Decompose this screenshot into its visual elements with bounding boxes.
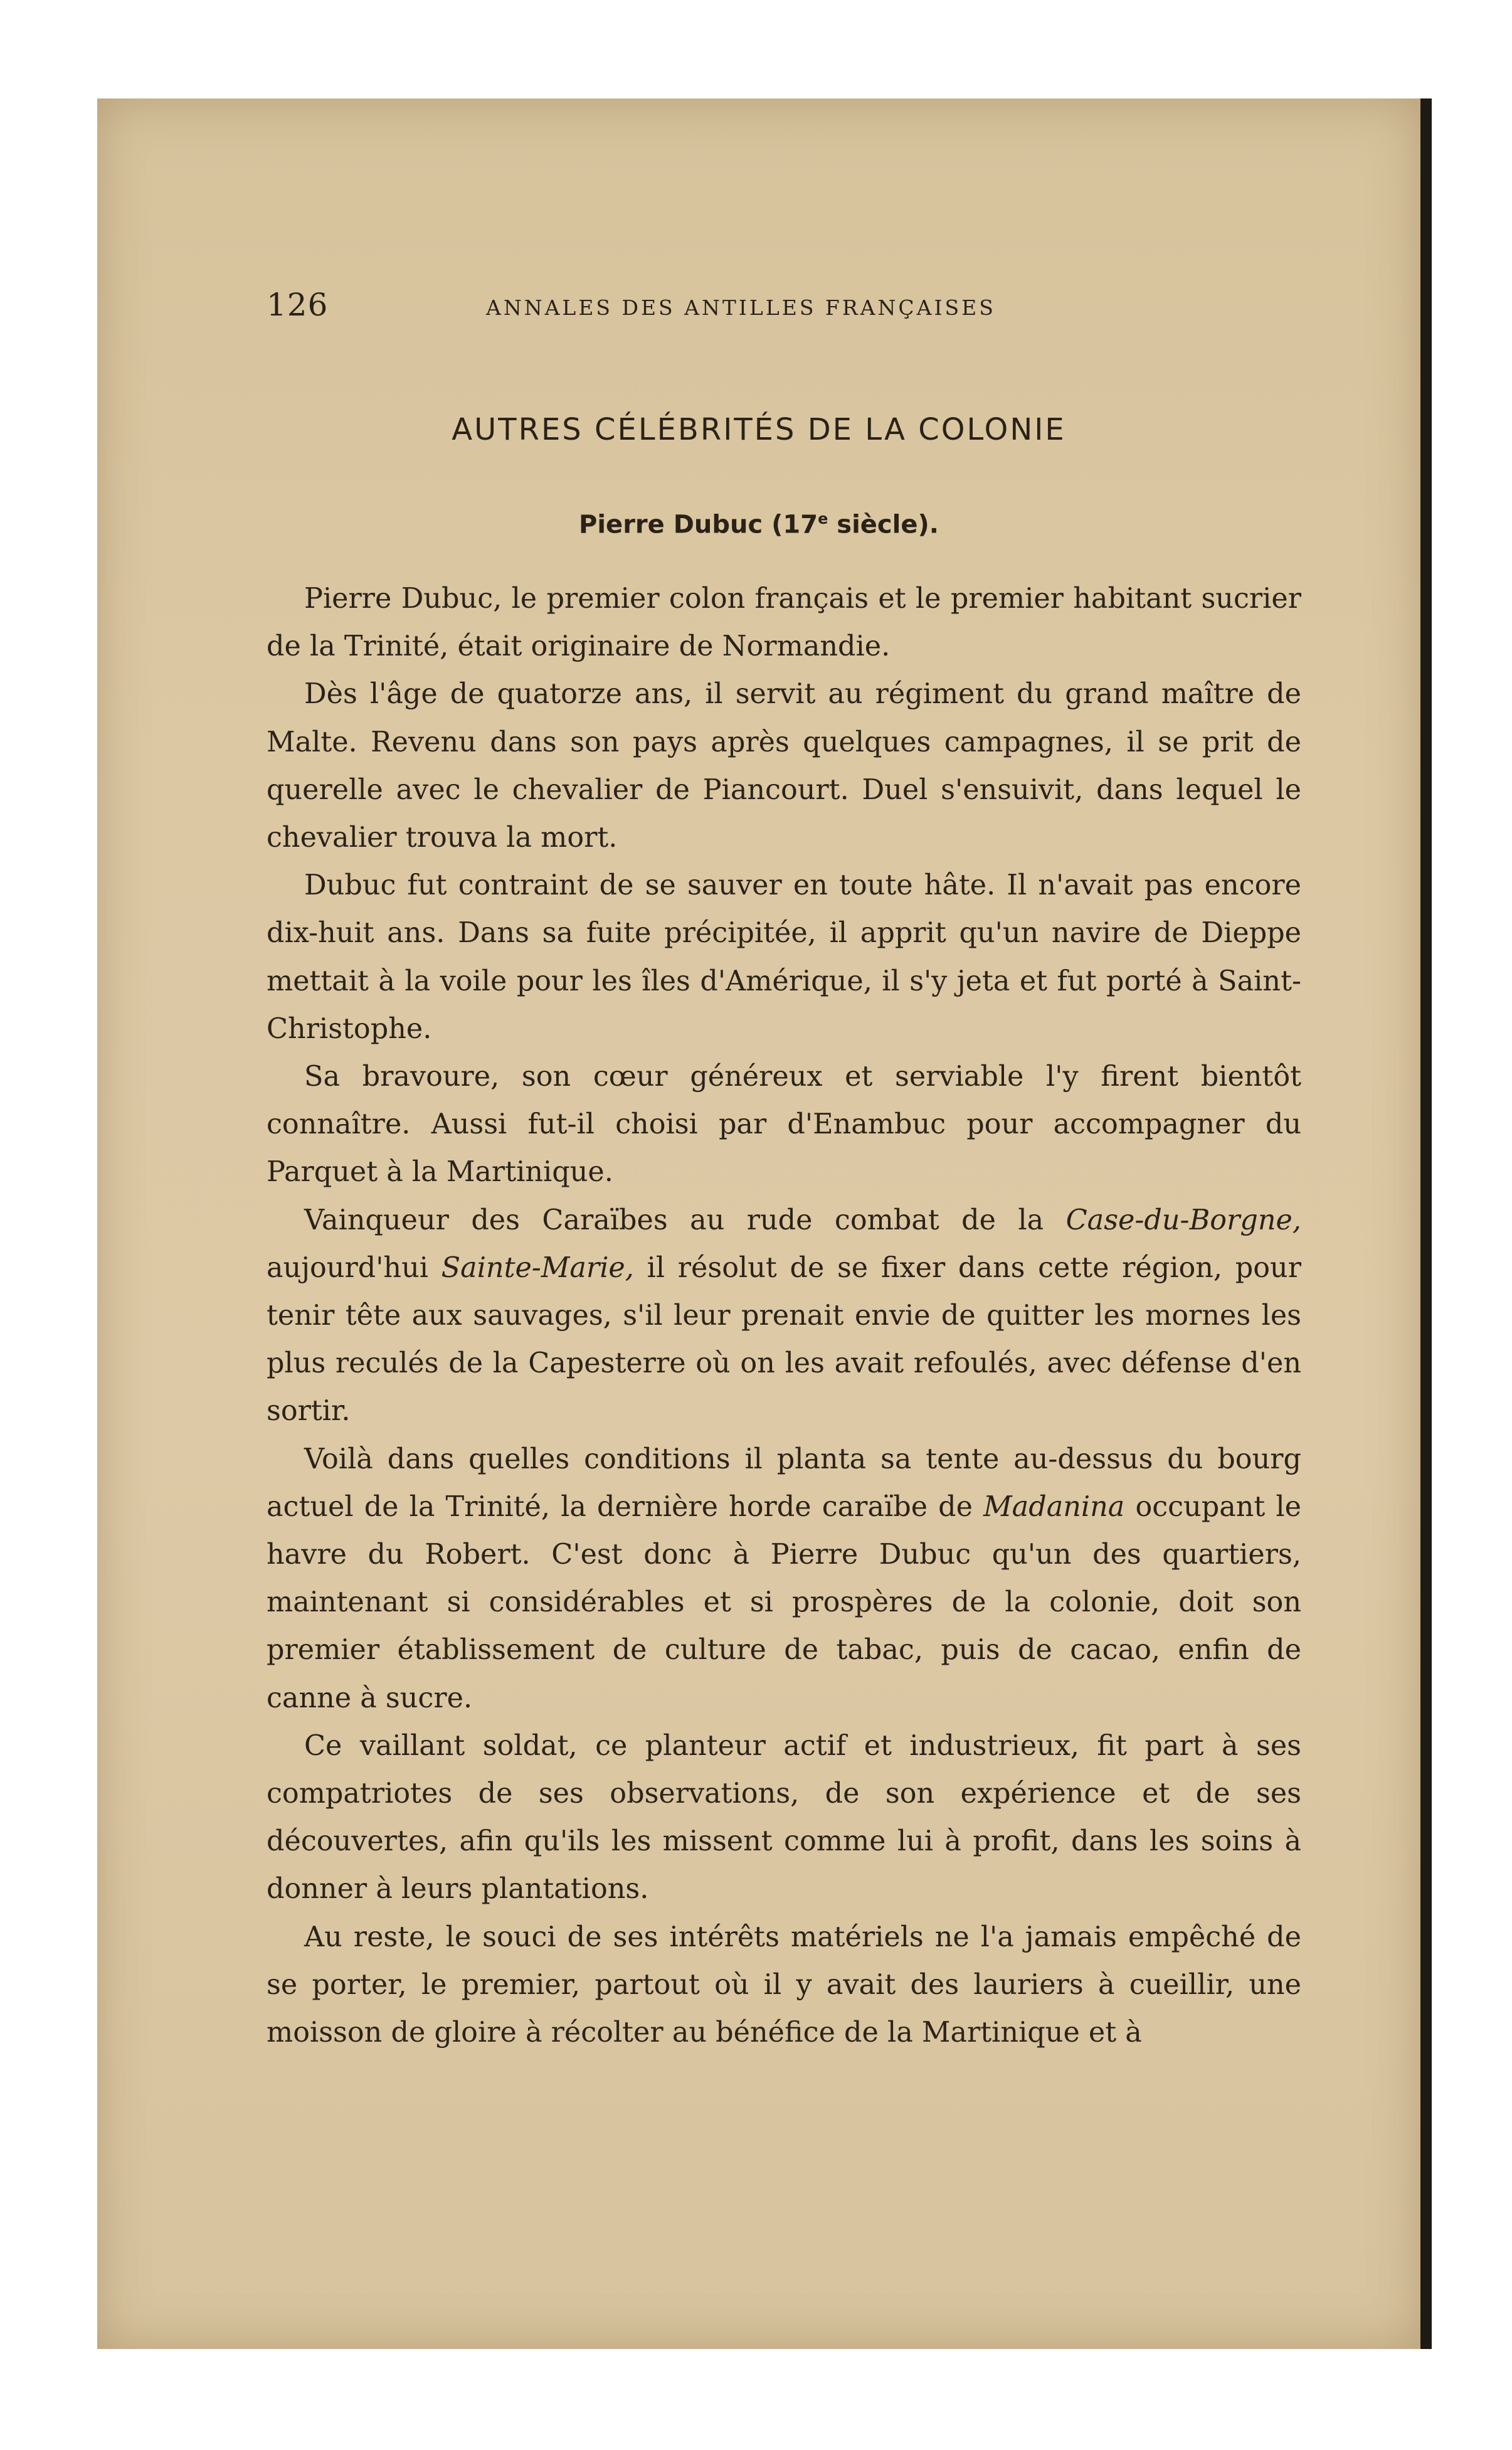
place-name: Madanina — [983, 1490, 1125, 1523]
page-number: 126 — [267, 287, 329, 323]
paragraph: Dès l'âge de quatorze ans, il servit au régiment du grand maître de Malte. Revenu dans son pays après quelques campagnes, il se prit de querelle avec le chevalier de Piancourt. Duel s'ensuivit, dans lequel le chevalier trouva la mort. — [267, 678, 1301, 854]
place-name: Case-du-Borgne, — [1065, 1204, 1301, 1236]
paragraph — [267, 1436, 1301, 1722]
subtitle-text: Pierre Dubuc (17 — [579, 510, 818, 539]
paragraph-text: aujourd'hui — [267, 1251, 441, 1284]
paragraph: Sa bravoure, son cœur généreux et serviable l'y firent bientôt connaître. Aussi fut-il choisi par d'Enambuc pour accompagner du Parquet à la Martinique. — [267, 1061, 1301, 1189]
paragraph: Ce vaillant soldat, ce planteur actif et industrieux, fit part à ses compatriotes de ses observations, de son expérience et de ses découvertes, afin qu'ils les missent comme lui à profit, dans les soins à donner à leurs plantations. — [267, 1729, 1301, 1906]
paragraph-text: Vainqueur des Caraïbes au rude combat de la — [304, 1204, 1066, 1236]
paragraph-text: Voilà dans quelles conditions il planta sa tente au-dessus du bourg actuel de la Trinité, la dernière horde caraïbe de — [267, 1443, 1301, 1523]
place-name: Sainte-Marie, — [441, 1251, 634, 1284]
book-page — [97, 98, 1420, 2349]
paragraph: Dubuc fut contraint de se sauver en toute hâte. Il n'avait pas encore dix-huit ans. Dans sa fuite précipitée, il apprit qu'un navire de Dieppe mettait à la voile pour les îles d'Amérique, il s'y jeta et fut porté à Saint-Christophe. — [267, 869, 1301, 1045]
section-subtitle — [97, 510, 1420, 539]
subtitle-superscript: e — [818, 510, 828, 528]
paragraph: Au reste, le souci de ses intérêts matériels ne l'a jamais empêché de se porter, le premier, partout où il y avait des lauriers à cueillir, une moisson de gloire à récolter au bénéfice de la Martinique et à — [267, 1921, 1301, 2049]
subtitle-suffix: siècle). — [828, 510, 939, 539]
journal-title: ANNALES DES ANTILLES FRANÇAISES — [486, 295, 996, 320]
body-text — [267, 575, 1301, 2057]
paragraph-text: occupant le havre du Robert. C'est donc à Pierre Dubuc qu'un des quartiers, maintenant si considérables et si prospères de la colonie, doit son premier établissement de culture de tabac, puis de cacao, enfin de canne à sucre. — [267, 1490, 1301, 1714]
paragraph — [267, 1197, 1301, 1436]
running-head — [267, 287, 1395, 337]
paragraph: Pierre Dubuc, le premier colon français et le premier habitant sucrier de la Trinité, était originaire de Normandie. — [267, 583, 1301, 663]
section-title: AUTRES CÉLÉBRITÉS DE LA COLONIE — [452, 412, 1066, 447]
paragraph-text: il résolut de se fixer dans cette région, pour tenir tête aux sauvages, s'il leur prenait envie de quitter les mornes les plus reculés de la Capesterre où on les avait refoulés, avec défense d'en sortir. — [267, 1251, 1301, 1428]
